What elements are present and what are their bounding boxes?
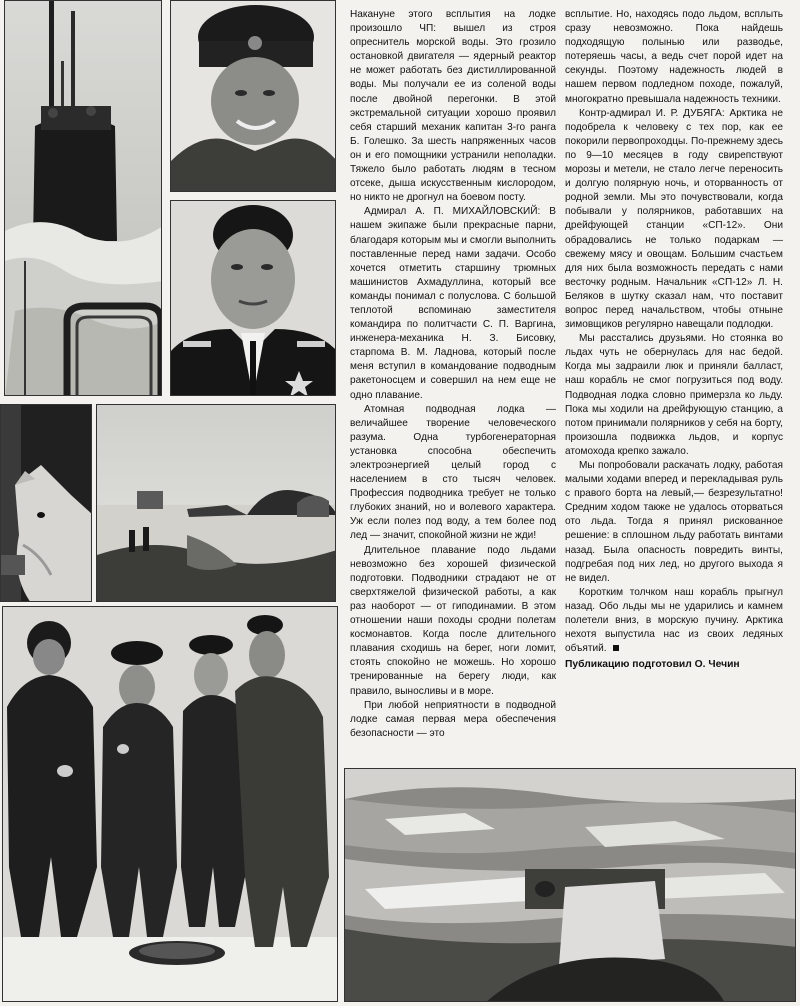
drifting-station-photo bbox=[96, 404, 336, 602]
submarine-photo bbox=[4, 0, 162, 396]
paragraph: Накануне этого всплытия на лодке произошло ЧП: вышел из строя опреснитель морской воды. Это грозило остановкой двигателя — ядерный реактор не может работать без дистиллированной воды. Мы получали ее из соленой воды после двойной перегонки. В этой экстремальной ситуации хорошо проявил себя старший механик капитан 3-го ранга Б. Голешко. За шесть напряженных часов он и его помощники устранили неполадки. Тяжело было работать людям в тесном отсеке, дыша искусственным кислородом, но никто не дрогнул на боевом посту. bbox=[350, 9, 556, 204]
paragraph: Контр-адмирал И. Р. ДУБЯГА: Арктика не подобрела к человеку с тех пор, как ее покорили первопроходцы. По-прежнему здесь по 9—10 месяцев в году свирепствуют морозы и метели, не стало легче переносить и долгую полярную ночь, и оторванность от родной земли. Мы это почувствовали, когда побывали у полярников, работавших на дрейфующей станции «СП-12». Они обрадовались не только подаркам — свежему мясу и овощам. Большим счастьем для них была возможность передать с нами весточку родным. Начальник «СП-12» Л. Н. Беляков в шутку сказал нам, что поставит вопрос перед начальством, чтобы отныне зимовщиков регулярно навещали подлодки. bbox=[565, 107, 783, 331]
husky-photo bbox=[0, 404, 92, 602]
officer-uniform-photo bbox=[170, 200, 336, 396]
ice-field-illustration bbox=[345, 769, 796, 1002]
officer-fur-hat-illustration bbox=[171, 1, 336, 192]
article-column-middle bbox=[350, 8, 556, 741]
paragraph: Длительное плавание подо льдами невозможно без хорошей физической подготовки. Подводники страдают не от сверхтяжелой физической работы, а как раз наоборот — от гиподинамии. В этом отношении наши походы сродни полетам космонавтов. Когда после длительного плавания сходишь на берег, ноги ломит, стоять спокойно не можешь. Но хорошо тренированные на берегу люди, как правило, выносливы и в море. bbox=[350, 544, 556, 697]
drifting-station-illustration bbox=[97, 405, 336, 602]
crew-group-photo bbox=[2, 606, 338, 1002]
paragraph: всплытие. Но, находясь подо льдом, всплыть сразу невозможно. Пока найдешь подходящую полынью или разводье, потеряешь часы, а ведь счет порой идет на секунды. Поэтому надежность людей в нашем первом подледном походе, пожалуй, многократно превышала надежность техники. bbox=[565, 9, 783, 105]
publication-credit: Публикацию подготовил О. Чечин bbox=[565, 659, 740, 671]
paragraph: Адмирал А. П. МИХАЙЛОВСКИЙ: В нашем экипаже были прекрасные парни, благодаря которым мы и смогли выполнить поставленные перед нами задачи. Особо хочется отметить старшину трюмных машинистов Ахмадуллина, который все команды понимал с полуслова. С большой теплотой вспоминаю заместителя командира по политчасти С. П. Варгина, инженера-механика Н. З. Бисовку, старпома В. М. Ладнова, который после меня вступил в командование подводным ракетоносцем и совершил на нем еще не одно плавание. bbox=[350, 206, 556, 401]
ice-field-photo bbox=[344, 768, 796, 1002]
submarine-illustration bbox=[5, 1, 162, 396]
paragraph: Мы попробовали раскачать лодку, работая малыми ходами вперед и перекладывая руль с правого борта на левый,— безрезультатно! Средним ходом также не удалось оторваться ото льда. Тогда я принял рискованное решение: в сплошном льду работать винтами назад. Была опасность повредить винты, подгребая под них лед, но другого выхода я не видел. bbox=[565, 460, 783, 584]
end-mark-icon bbox=[613, 645, 619, 651]
paragraph: Атомная подводная лодка — величайшее творение человеческого разума. Одна турбогенераторная установка способна обеспечить электроэнергией целый город с населением в сто тысяч человек. Профессия подводника требует не только глубоких знаний, но и волевого характера. Уж если полез под воду, а тем более под лед — значит, спокойной жизни не жди! bbox=[350, 403, 556, 542]
officer-uniform-illustration bbox=[171, 201, 336, 396]
officer-fur-hat-photo bbox=[170, 0, 336, 192]
paragraph: При любой неприятности в подводной лодке самая первая мера обеспечения безопасности — это bbox=[350, 699, 556, 739]
article-column-right bbox=[565, 8, 783, 672]
paragraph-with-end-mark bbox=[565, 586, 783, 656]
husky-illustration bbox=[1, 405, 92, 602]
paragraph: Мы расстались друзьями. Но стоянка во льдах чуть не обернулась для нас бедой. Когда мы задраили люк и приняли балласт, наш корабль не смог погрузиться под воду. Подводная лодка словно примерзла ко льду. Пока мы ходили на дрейфующую станцию, а потом принимали полярников у себя на борту, произошла подвижка льдов, и корпус атомохода крепко зажало. bbox=[565, 333, 783, 457]
paragraph-text: Коротким толчком наш корабль прыгнул назад. Обо льды мы не ударились и камнем полетели вниз, в морскую пучину. Арктика нехотя выпустила нас из своих ледяных объятий. bbox=[565, 586, 783, 655]
crew-group-illustration bbox=[3, 607, 338, 1002]
